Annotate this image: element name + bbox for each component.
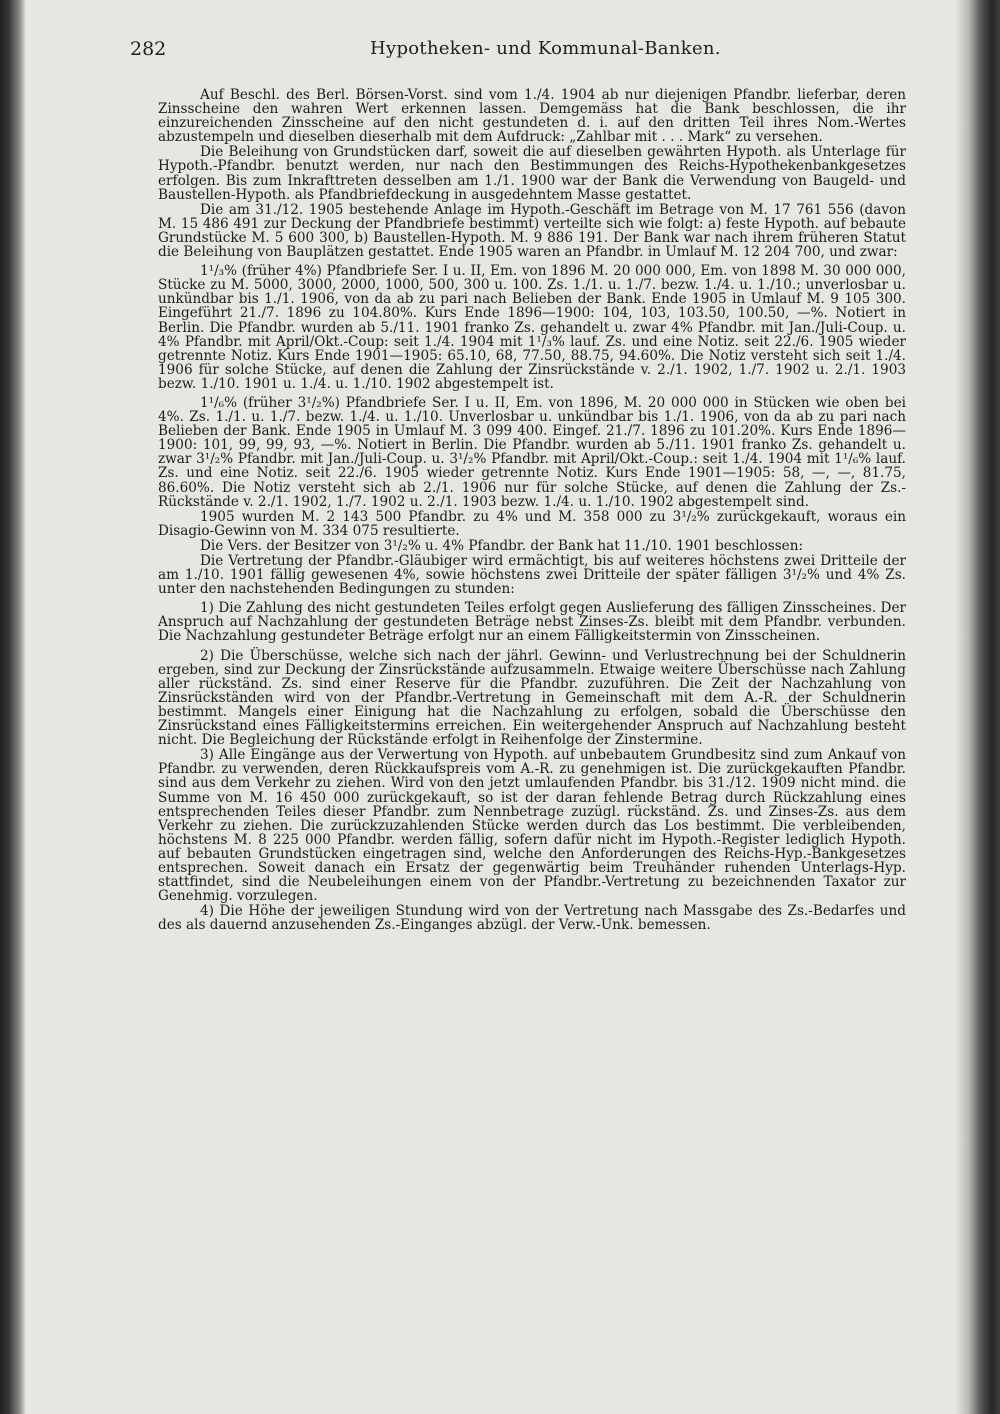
paragraph: 1905 wurden M. 2 143 500 Pfandbr. zu 4% und M. 358 000 zu 3¹/₂% zurückgekauft, woraus ein Disagio-Gewinn von M. 334 075 resultierte. [158,508,906,539]
paragraph: Auf Beschl. des Berl. Börsen-Vorst. sind vom 1./4. 1904 ab nur diejenigen Pfandbr. lieferbar, deren Zinsscheine den wahren Wert erkennen lassen. Demgemäss hat die Bank beschlossen, die ihr einzureichenden Zinsscheine auf den nicht gestundeten d. i. auf den dritten Teil ihres Nom.-Wertes abzustempeln und dieselben dieserhalb mit dem Aufdruck: „Zahlbar mit . . . Mark“ zu versehen. [158,87,906,146]
list-item: 2) Die Überschüsse, welche sich nach der jährl. Gewinn- und Verlustrechnung bei der Schuldnerin ergeben, sind zur Deckung der Zinsrückstände aufzusammeln. Etwaige weitere Überschüsse nach Zahlung aller rückständ. Zs. sind einer Reserve für die Pfandbr. zuzuführen. Die Zeit der Nachzahlung von Zinsrückständen wird von der Pfandbr.-Vertretung in Gemeinschaft mit dem A.-R. der Schuldnerin bestimmt. Mangels einer Einigung hat die Nachzahlung zu erfolgen, sobald die Überschüsse den Zinsrückstand eines Fälligkeitstermins erreichen. Ein weitergehender Anspruch auf Nachzahlung besteht nicht. Die Begleichung der Rückstände erfolgt in Reihenfolge der Zinstermine. [158,647,906,749]
list-item: 1) Die Zahlung des nicht gestundeten Teiles erfolgt gegen Auslieferung des fälligen Zinsscheines. Der Anspruch auf Nachzahlung der gestundeten Beträge nebst Zinses-Zs. bleibt mit dem Pfandbr. verbunden. Die Nachzahlung gestundeter Beträge erfolgt nur an einem Fälligkeitstermin von Zinsscheinen. [158,600,906,645]
running-title: Hypotheken- und Kommunal-Banken. [370,38,721,59]
page-body [158,88,906,933]
page-header [130,38,910,68]
paragraph: 1¹/₆% (früher 3¹/₂%) Pfandbriefe Ser. I u. II, Em. von 1896, M. 20 000 000 in Stücken wie oben bei 4%. Zs. 1./1. u. 1./7. bezw. 1./4. u. 1./10. Unverlosbar u. unkündbar bis 1./1. 1906, von da ab zu pari nach Belieben der Bank. Ende 1905 in Umlauf M. 3 099 400. Eingef. 21./7. 1896 zu 101.20%. Kurs Ende 1896—1900: 101, 99, 99, 93, —%. Notiert in Berlin. Die Pfandbr. wurden ab 5./11. 1901 franko Zs. gehandelt u. zwar 3¹/₂% Pfandbr. mit Jan./Juli-Coup. u. 3¹/₂% Pfandbr. mit April/Okt.-Coup.: seit 1./4. 1904 mit 1¹/₆% lauf. Zs. und eine Notiz. seit 22./6. 1905 wieder getrennte Notiz. Kurs Ende 1901—1905: 58, —, —, 81.75, 86.60%. Die Notiz versteht sich ab 2./1. 1906 nur für solche Stücke, auf denen die Zahlung der Zs.-Rückstände v. 2./1. 1902, 1./7. 1902 u. 2./1. 1903 bezw. 1./4. u. 1./10. 1902 abgestempelt sind. [158,394,906,510]
paragraph: Die am 31./12. 1905 bestehende Anlage im Hypoth.-Geschäft im Betrage von M. 17 761 556 (davon M. 15 486 491 zur Deckung der Pfandbriefe bestimmt) verteilte sich wie folgt: a) feste Hypoth. auf bebaute Grundstücke M. 5 600 300, b) Baustellen-Hypoth. M. 9 886 191. Der Bank war nach ihrem früheren Statut die Beleihung von Bauplätzen gestattet. Ende 1905 waren an Pfandbr. in Umlauf M. 12 204 700, und zwar: [158,201,906,261]
list-item: 4) Die Höhe der jeweiligen Stundung wird von der Vertretung nach Massgabe des Zs.-Bedarfes und des als dauernd anzusehenden Zs.-Einganges abzügl. der Verw.-Unk. bemessen. [158,903,906,934]
paragraph: Die Beleihung von Grundstücken darf, soweit die auf dieselben gewährten Hypoth. als Unterlage für Hypoth.-Pfandbr. benutzt werden, nur nach den Bestimmungen des Reichs-Hypothekenbankgesetzes erfolgen. Bis zum Inkrafttreten desselben am 1./1. 1900 war der Bank die Verwendung von Baugeld- und Baustellen-Hypoth. als Pfandbriefdeckung in ausgedehntem Masse gestattet. [158,144,906,203]
page-number: 282 [130,38,167,60]
scan-left-edge [0,0,26,1414]
paragraph: Die Vers. der Besitzer von 3¹/₂% u. 4% Pfandbr. der Bank hat 11./10. 1901 beschlossen: [200,537,804,554]
paragraph: 1¹/₃% (früher 4%) Pfandbriefe Ser. I u. II, Em. von 1896 M. 20 000 000, Em. von 1898 M. 30 000 000, Stücke zu M. 5000, 3000, 2000, 1000, 500, 300 u. 100. Zs. 1./1. u. 1./7. bezw. 1./4. u. 1./10.; unverlosbar u. unkündbar bis 1./1. 1906, von da ab zu pari nach Belieben der Bank. Ende 1905 in Umlauf M. 9 105 300. Eingeführt 21./7. 1896 zu 104.80%. Kurs Ende 1896—1900: 104, 103, 103.50, 100.50, —%. Notiert in Berlin. Die Pfandbr. wurden ab 5./11. 1901 franko Zs. gehandelt u. zwar 4% Pfandbr. mit Jan./Juli-Coup. u. 4% Pfandbr. mit April/Okt.-Coup: seit 1./4. 1904 mit 1¹/₃% lauf. Zs. und eine Notiz. seit 22./6. 1905 wieder getrennte Notiz. Kurs Ende 1901—1905: 65.10, 68, 77.50, 88.75, 94.60%. Die Notiz versteht sich seit 1./4. 1906 für solche Stücke, auf denen die Zahlung der Zinsrückstände v. 2./1. 1902, 1./7. 1902 u. 2./1. 1903 bezw. 1./10. 1901 u. 1./4. u. 1./10. 1902 abgestempelt ist. [158,263,906,392]
list-item: 3) Alle Eingänge aus der Verwertung von Hypoth. auf unbebautem Grundbesitz sind zum Ankauf von Pfandbr. zu verwenden, deren Rückkaufspreis vom A.-R. zu genehmigen ist. Die zurückgekauften Pfandbr. sind aus dem Verkehr zu ziehen. Wird von den jetzt umlaufenden Pfandbr. bis 31./12. 1909 nicht mind. die Summe von M. 16 450 000 zurückgekauft, so ist der daran fehlende Betrag durch Rückzahlung eines entsprechenden Teiles dieser Pfandbr. zum Nennbetrage zuzügl. rückständ. Zs. und Zinses-Zs. aus dem Verkehr zu ziehen. Die zurückzuzahlenden Stücke werden durch das Los bestimmt. Die verbleibenden, höchstens M. 8 225 000 Pfandbr. werden fällig, sofern dafür nicht im Hypoth.-Register lediglich Hypoth. auf bebauten Grundstücken eingetragen sind, welche den Anforderungen des Reichs-Hyp.-Bankgesetzes entsprechen. Soweit danach ein Ersatz der gegenwärtig beim Treuhänder ruhenden Unterlags-Hyp. stattfindet, sind die Neubeleihungen einem von der Pfandbr.-Vertretung zu bezeichnenden Taxator zur Genehmig. vorzulegen. [158,747,906,905]
scan-right-edge [956,0,1000,1414]
paragraph: Die Vertretung der Pfandbr.-Gläubiger wird ermächtigt, bis auf weiteres höchstens zwei Dritteile der am 1./10. 1901 fällig gewesenen 4%, sowie höchstens zwei Dritteile der später fälligen 3¹/₂% und 4% Zs. unter den nachstehenden Bedingungen zu stunden: [158,553,906,598]
